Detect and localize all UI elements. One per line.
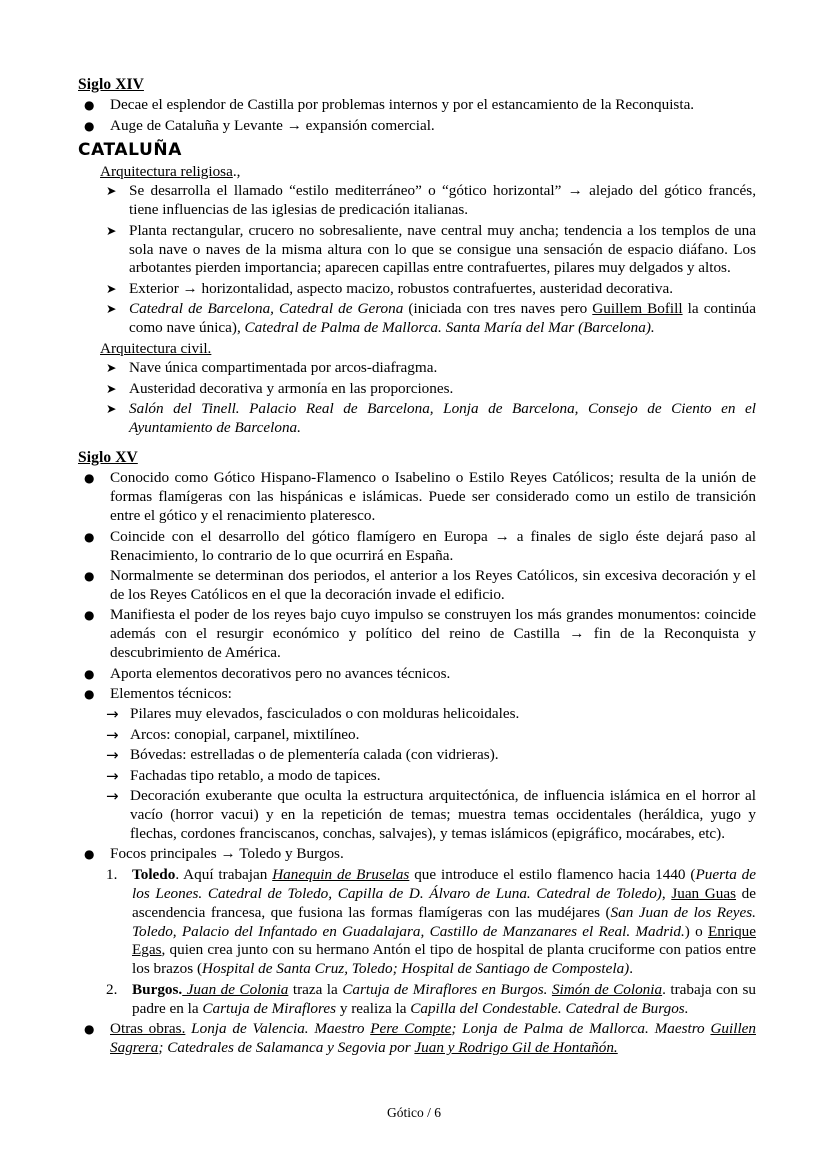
list-item-text: Exterior → horizontalidad, aspecto macizo, robustos contrafuertes, austeridad decorativa. — [129, 279, 674, 297]
toledo-text-7: . — [629, 960, 634, 978]
arrow-right-icon: → — [106, 746, 119, 765]
list-item-text: Planta rectangular, crucero no sobresaliente, nave central muy ancha; tendencia a los templos de una sola nave o naves de la misma altura con lo que se consigue una sensación de espacio diáfano. Los arbotantes pierden importancia; aparecen capillas entre contrafuertes, pilares muy delgados y altos. — [129, 221, 756, 277]
list-item-text: Focos principales → Toledo y Burgos. — [110, 845, 344, 863]
list-item — [78, 567, 756, 605]
list-item-text: Austeridad decorativa y armonía en las proporciones. — [129, 379, 454, 397]
subheading-arquitectura-civil — [78, 340, 756, 358]
toledo-works-2: San Juan de los Reyes. Toledo, Palacio del Infantado en Guadalajara, Castillo de Manzanares el Real. Madrid. — [132, 903, 756, 940]
arrow-a-bullet-icon: ➤ — [106, 222, 117, 238]
list-item — [78, 469, 756, 526]
architect-name-hanequin-de-bruselas: Hanequin de Bruselas — [272, 865, 410, 883]
bullet-icon: ● — [84, 529, 95, 544]
list-item-text — [110, 1020, 756, 1058]
heading-catalunya: CATALUÑA — [78, 139, 182, 160]
toledo-text-5: ) o — [684, 922, 708, 940]
architect-name-juan-guas: Juan Guas — [671, 884, 737, 902]
list-item — [78, 222, 756, 279]
list-item — [78, 380, 756, 399]
arrow-right-icon: → — [106, 766, 119, 785]
toledo-text-2: que introduce el estilo flamenco hacia 1440 ( — [409, 865, 696, 883]
arrow-right-icon: → — [106, 705, 119, 724]
list-item — [78, 767, 756, 786]
burgos-text-4: y realiza la — [336, 999, 411, 1017]
list-item — [78, 359, 756, 378]
architect-name-pere-compte: Pere Compte — [370, 1020, 452, 1038]
list-item-focos-principales — [78, 845, 756, 864]
page-footer — [0, 1105, 828, 1121]
toledo-text-1: . Aquí trabajan — [175, 865, 273, 883]
otras-obras-text-3: ; Catedrales de Salamanca y Segovia por — [158, 1039, 415, 1057]
catedral-text-1: (iniciada con tres naves pero — [403, 300, 593, 318]
list-item-text: Bóvedas: estrelladas o de plementería calada (con vidrieras). — [130, 746, 499, 764]
list-item-text: Fachadas tipo retablo, a modo de tapices. — [130, 766, 381, 784]
list-item-text: Normalmente se determinan dos periodos, el anterior a los Reyes Católicos, sin excesiva decoración y el de los Reyes Católicos en el que la decoración invade el edificio. — [110, 566, 756, 603]
bullet-icon: ● — [84, 471, 95, 486]
list-item-text: Pilares muy elevados, fasciculados o con molduras helicoidales. — [130, 705, 520, 723]
bullet-icon: ● — [84, 568, 95, 583]
city-name-burgos: Burgos. — [132, 980, 183, 998]
architect-name-enrique-egas: Enrique Egas — [132, 922, 757, 959]
arrow-a-bullet-icon: ➤ — [106, 280, 117, 296]
bullet-icon: ● — [84, 666, 95, 681]
numbered-item-text — [132, 866, 756, 980]
toledo-text-6: , quien crea junto con su hermano Antón el tipo de hospital de planta cruciforme con patios entre los brazos ( — [132, 941, 756, 978]
list-item — [78, 606, 756, 663]
list-item-catedrales — [78, 300, 756, 338]
city-name-toledo: Toledo — [132, 865, 176, 883]
arrow-a-bullet-icon: ➤ — [106, 360, 117, 376]
otras-obras-label: Otras obras. — [110, 1020, 186, 1038]
list-item-text: Decoración exuberante que oculta la estructura arquitectónica, de influencia islámica en el horror al vacío (horror vacui) y en la repetición de temas; muestra temas occidentales (heráldica, yugo y flechas, cordones franciscanos, conchas, salvajes), y temas islámicos (epigráfico, mocárabes, etc). — [130, 787, 756, 842]
architect-name-guillem-bofill: Guillem Bofill — [592, 300, 683, 318]
heading-siglo-xiv: Siglo XIV — [78, 76, 144, 93]
bullet-icon: ● — [84, 98, 95, 113]
burgos-text-3: . trabaja con su padre en la — [132, 980, 756, 1017]
list-item — [78, 528, 756, 566]
subheading-arquitectura-religiosa — [78, 163, 756, 181]
list-item — [78, 96, 756, 115]
arrow-a-bullet-icon: ➤ — [106, 380, 117, 396]
list-item-text: Arcos: conopial, carpanel, mixtilíneo. — [130, 725, 360, 743]
catedral-text-2: la continúa como nave única), — [129, 300, 756, 337]
arrow-a-bullet-icon: ➤ — [106, 301, 117, 317]
list-item-text: Elementos técnicos: — [110, 684, 232, 702]
list-item-text: Salón del Tinell. Palacio Real de Barcelona, Lonja de Barcelona, Consejo de Ciento en el Ayuntamiento de Barcelona. — [129, 400, 756, 437]
arrow-right-icon: → — [106, 725, 119, 744]
otras-obras-text-2: ; Lonja de Palma de Mallorca. Maestro — [451, 1020, 711, 1038]
numbered-item-text — [132, 981, 756, 1019]
list-item — [78, 665, 756, 684]
catedral-names-2: Catedral de Palma de Mallorca. Santa María del Mar (Barcelona). — [244, 319, 655, 337]
list-item-text: Auge de Cataluña y Levante → expansión comercial. — [110, 116, 435, 134]
burgos-works-1: Cartuja de Miraflores en Burgos. — [342, 980, 548, 998]
list-item — [78, 726, 756, 745]
bullet-icon: ● — [84, 1022, 95, 1037]
list-number: 2. — [106, 980, 118, 998]
toledo-text-4: de ascendencia francesa, que fusiona las formas flamígeras con las mudéjares ( — [132, 884, 756, 921]
bullet-icon: ● — [84, 686, 95, 701]
bullet-icon: ● — [84, 608, 95, 623]
list-item-elementos-tecnicos — [78, 685, 756, 704]
architect-name-guillen-sagrera: Guillen Sagrera — [110, 1020, 756, 1057]
list-item-text: Se desarrolla el llamado “estilo mediterráneo” o “gótico horizontal” → alejado del gótico francés, tiene influencias de las iglesias de predicación italianas. — [129, 182, 756, 219]
list-item — [78, 117, 756, 136]
toledo-text-3: , — [661, 884, 672, 902]
list-item — [78, 787, 756, 844]
otras-obras-text-1: Lonja de Valencia. Maestro — [185, 1020, 371, 1038]
list-item-text: Decae el esplendor de Castilla por problemas internos y por el estancamiento de la Reconquista. — [110, 96, 695, 114]
list-number: 1. — [106, 865, 118, 883]
list-item-text: Nave única compartimentada por arcos-diafragma. — [129, 359, 438, 377]
list-item-text: Manifiesta el poder de los reyes bajo cuyo impulso se construyen los más grandes monumentos: coincide además con el resurgir económico y político del reino de Castilla → fin de la Reconquista y descubrimiento de América. — [110, 606, 756, 662]
toledo-works-3: Hospital de Santa Cruz, Toledo; Hospital de Santiago de Compostela) — [202, 960, 630, 978]
footer-text: Gótico / 6 — [387, 1105, 441, 1120]
list-item — [78, 182, 756, 220]
arrow-a-bullet-icon: ➤ — [106, 401, 117, 417]
subheading-label: Arquitectura religiosa — [100, 163, 233, 181]
list-item — [78, 400, 756, 438]
list-item-text: Aporta elementos decorativos pero no avances técnicos. — [110, 664, 451, 682]
list-item-text: Coincide con el desarrollo del gótico flamígero en Europa → a finales de siglo éste dejará paso al Renacimiento, lo contrario de lo que ocurrirá en España. — [110, 527, 756, 564]
numbered-item-toledo — [78, 866, 756, 980]
list-item-otras-obras — [78, 1020, 756, 1058]
architect-name-simon-de-colonia: Simón de Colonia — [551, 980, 663, 998]
bullet-icon: ● — [84, 118, 95, 133]
arrow-a-bullet-icon: ➤ — [106, 183, 117, 199]
subheading-punctuation: ., — [232, 163, 241, 181]
list-item-text: Conocido como Gótico Hispano-Flamenco o Isabelino o Estilo Reyes Católicos; resulta de la unión de formas flamígeras con las hispánicas e islámicas. Puede ser considerado como un estilo de transición entre el gótico y el renacimiento plateresco. — [110, 469, 756, 525]
list-item — [78, 280, 756, 299]
numbered-item-burgos — [78, 981, 756, 1019]
list-item-text — [129, 300, 756, 338]
architect-name-gil-de-hontanon: Juan y Rodrigo Gil de Hontañón. — [414, 1039, 618, 1057]
arrow-right-icon: → — [106, 787, 119, 806]
list-item — [78, 746, 756, 765]
subheading-label: Arquitectura civil. — [100, 340, 212, 358]
architect-name-juan-de-colonia: Juan de Colonia — [182, 980, 289, 998]
toledo-works-1: Puerta de los Leones. Catedral de Toledo, Capilla de D. Álvaro de Luna. Catedral de Toledo) — [132, 865, 756, 902]
burgos-works-3: Capilla del Condestable. Catedral de Burgos. — [410, 999, 689, 1017]
heading-siglo-xv: Siglo XV — [78, 449, 138, 467]
list-item — [78, 705, 756, 724]
bullet-icon: ● — [84, 847, 95, 862]
burgos-text-1: traza la — [288, 980, 343, 998]
catedral-names: Catedral de Barcelona, Catedral de Gerona — [129, 300, 404, 318]
burgos-works-2: Cartuja de Miraflores — [202, 999, 337, 1017]
